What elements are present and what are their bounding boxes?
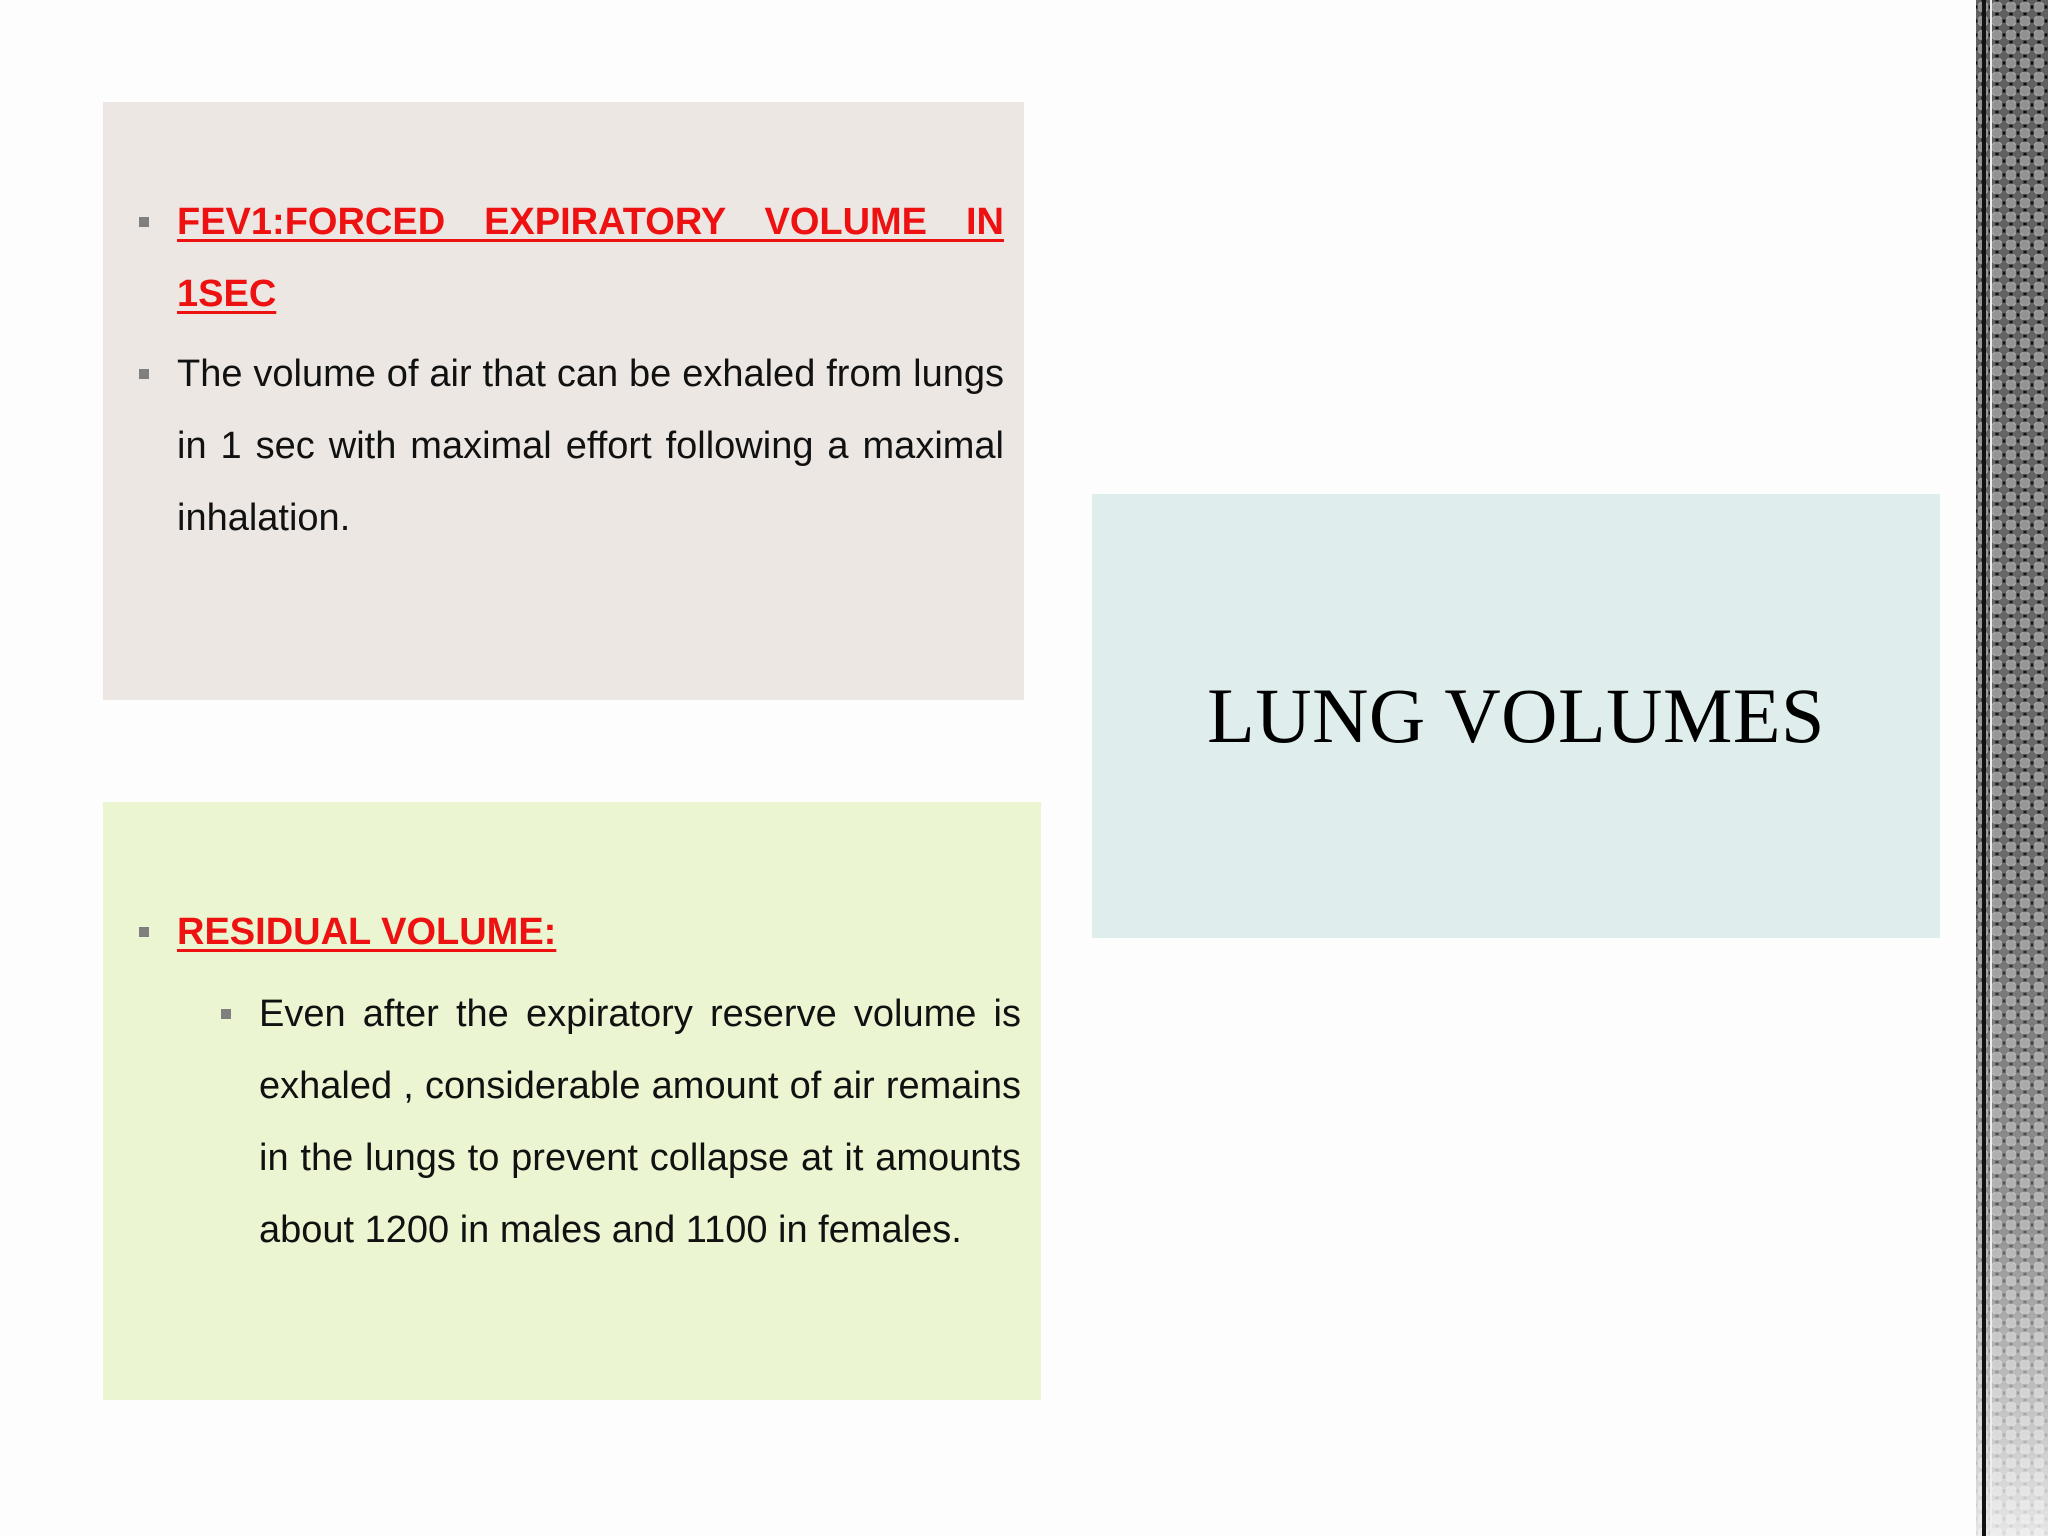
decorative-edge-texture (1976, 0, 2048, 1536)
fev1-description: The volume of air that can be exhaled from lungs in 1 sec with maximal effort following a maximal inhalation. (177, 353, 1004, 539)
decorative-edge-highlight (1990, 0, 1992, 1536)
residual-volume-description: Even after the expiratory reserve volume is exhaled , considerable amount of air remains in the lungs to prevent collapse at it amounts about 1200 in males and 1100 in females. (259, 993, 1021, 1251)
fev1-heading: FEV1:FORCED EXPIRATORY VOLUME IN 1SEC (177, 201, 1004, 315)
square-bullet-icon (139, 369, 149, 379)
fev1-content-box (103, 102, 1024, 700)
square-bullet-icon (139, 927, 149, 937)
fev1-description-item (139, 338, 1004, 554)
fev1-bullet-list (139, 186, 1004, 554)
residual-volume-heading: RESIDUAL VOLUME: (177, 911, 557, 953)
slide-title: LUNG VOLUMES (1207, 672, 1825, 759)
square-bullet-icon (139, 217, 149, 227)
decorative-edge-line (1982, 0, 1986, 1536)
residual-volume-heading-item (139, 896, 1021, 968)
fev1-heading-item (139, 186, 1004, 330)
residual-volume-bullet-list (139, 896, 1021, 1266)
residual-volume-content-box (103, 802, 1041, 1400)
title-box (1092, 494, 1940, 938)
square-bullet-icon (221, 1009, 231, 1019)
residual-volume-description-item (221, 978, 1021, 1266)
